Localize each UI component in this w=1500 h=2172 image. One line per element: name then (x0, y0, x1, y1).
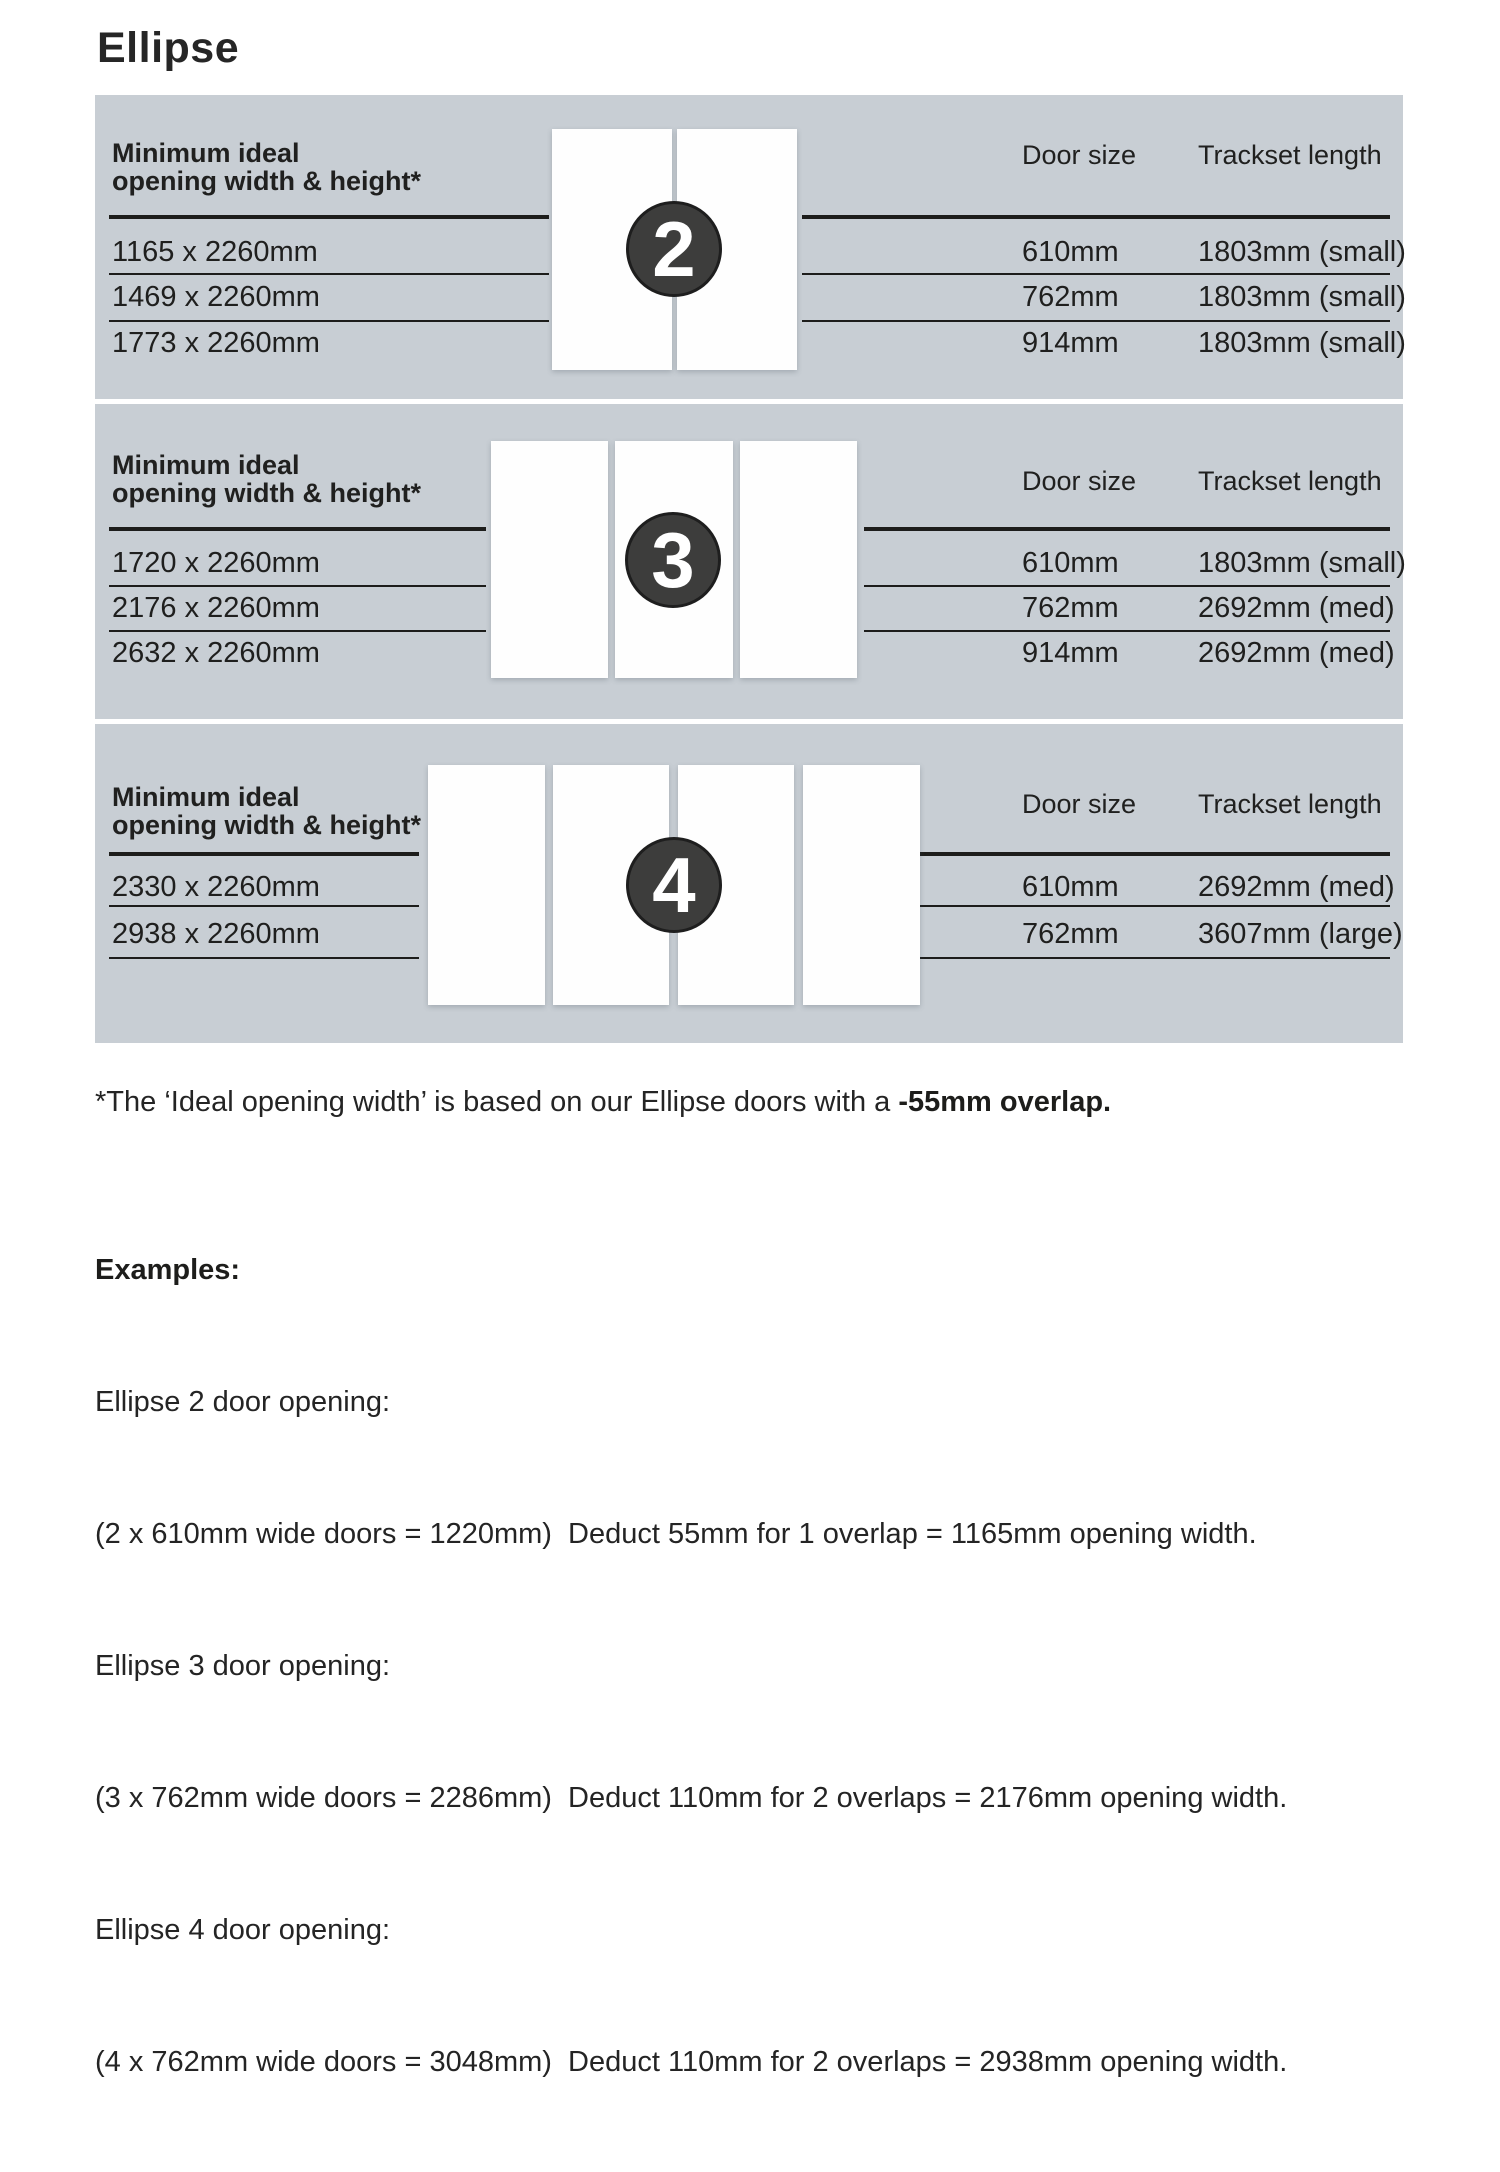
opening-size-value: 2938 x 2260mm (112, 918, 320, 950)
min-opening-header-line2: opening width & height* (112, 166, 421, 196)
door-count-badge: 3 (625, 512, 721, 608)
header-rule (109, 852, 419, 856)
footnote-bold-text: -55mm overlap. (898, 1086, 1112, 1118)
footnote-text: *The ‘Ideal opening width’ is based on our Ellipse doors with a (95, 1086, 899, 1118)
spec-panel (95, 95, 1406, 1043)
trackset-length-value: 1803mm (small) (1198, 236, 1406, 268)
min-opening-header (112, 451, 421, 507)
header-rule (109, 215, 549, 219)
door-size-column-header: Door size (1022, 466, 1137, 496)
opening-size-value: 1469 x 2260mm (112, 281, 320, 313)
opening-size-value: 2330 x 2260mm (112, 871, 320, 903)
min-opening-header-line2: opening width & height* (112, 478, 421, 508)
example-label: Ellipse 2 door opening: (95, 1386, 391, 1418)
row-divider (109, 320, 549, 322)
trackset-length-value: 2692mm (med) (1198, 871, 1395, 903)
row-divider (917, 957, 1390, 959)
examples-block (95, 1160, 1287, 2172)
header-rule (864, 527, 1390, 531)
trackset-length-value: 1803mm (small) (1198, 281, 1406, 313)
door-size-column-header: Door size (1022, 140, 1137, 170)
opening-size-value: 2176 x 2260mm (112, 592, 320, 624)
door-panel (803, 765, 920, 1005)
section-4-door (95, 724, 1403, 1043)
example-calc: (4 x 762mm wide doors = 3048mm) Deduct 110mm for 2 overlaps = 2938mm opening width. (95, 2046, 1288, 2078)
door-size-value: 914mm (1022, 327, 1119, 359)
door-count-badge: 2 (626, 201, 722, 297)
trackset-length-value: 2692mm (med) (1198, 637, 1395, 669)
examples-heading: Examples: (95, 1254, 241, 1286)
opening-size-value: 1720 x 2260mm (112, 547, 320, 579)
trackset-length-value: 3607mm (large) (1198, 918, 1403, 950)
section-3-door (95, 404, 1406, 719)
door-count-badge: 4 (626, 837, 722, 933)
example-label: Ellipse 4 door opening: (95, 1914, 391, 1946)
row-divider (109, 957, 419, 959)
trackset-length-value: 1803mm (small) (1198, 327, 1406, 359)
row-divider (109, 273, 549, 275)
header-rule (109, 527, 486, 531)
row-divider (802, 273, 1390, 275)
opening-size-value: 2632 x 2260mm (112, 637, 320, 669)
example-calc: (2 x 610mm wide doors = 1220mm) Deduct 55mm for 1 overlap = 1165mm opening width. (95, 1518, 1257, 1550)
door-size-value: 762mm (1022, 918, 1119, 950)
header-rule (917, 852, 1390, 856)
opening-size-value: 1773 x 2260mm (112, 327, 320, 359)
row-divider (109, 630, 486, 632)
min-opening-header-line1: Minimum ideal (112, 450, 300, 480)
trackset-length-column-header: Trackset length (1198, 789, 1382, 819)
min-opening-header (112, 783, 421, 839)
door-size-value: 762mm (1022, 592, 1119, 624)
door-size-column-header: Door size (1022, 789, 1137, 819)
door-panel (740, 441, 857, 678)
door-panel (428, 765, 545, 1005)
door-size-value: 610mm (1022, 236, 1119, 268)
row-divider (917, 905, 1390, 907)
door-size-value: 610mm (1022, 871, 1119, 903)
door-panel (491, 441, 608, 678)
row-divider (864, 585, 1390, 587)
trackset-length-column-header: Trackset length (1198, 466, 1382, 496)
door-size-value: 914mm (1022, 637, 1119, 669)
min-opening-header-line2: opening width & height* (112, 810, 421, 840)
row-divider (864, 630, 1390, 632)
example-calc: (3 x 762mm wide doors = 2286mm) Deduct 110mm for 2 overlaps = 2176mm opening width. (95, 1782, 1288, 1814)
trackset-length-value: 2692mm (med) (1198, 592, 1395, 624)
trackset-length-value: 1803mm (small) (1198, 547, 1406, 579)
row-divider (109, 905, 419, 907)
min-opening-header-line1: Minimum ideal (112, 782, 300, 812)
min-opening-header-line1: Minimum ideal (112, 138, 300, 168)
page-title: Ellipse (97, 24, 240, 72)
example-label: Ellipse 3 door opening: (95, 1650, 391, 1682)
min-opening-header (112, 139, 421, 195)
row-divider (802, 320, 1390, 322)
trackset-length-column-header: Trackset length (1198, 140, 1382, 170)
door-size-value: 762mm (1022, 281, 1119, 313)
opening-size-value: 1165 x 2260mm (112, 236, 318, 268)
section-2-door (95, 95, 1406, 399)
door-size-value: 610mm (1022, 547, 1119, 579)
overlap-footnote (95, 1086, 1111, 1119)
row-divider (109, 585, 486, 587)
header-rule (802, 215, 1390, 219)
